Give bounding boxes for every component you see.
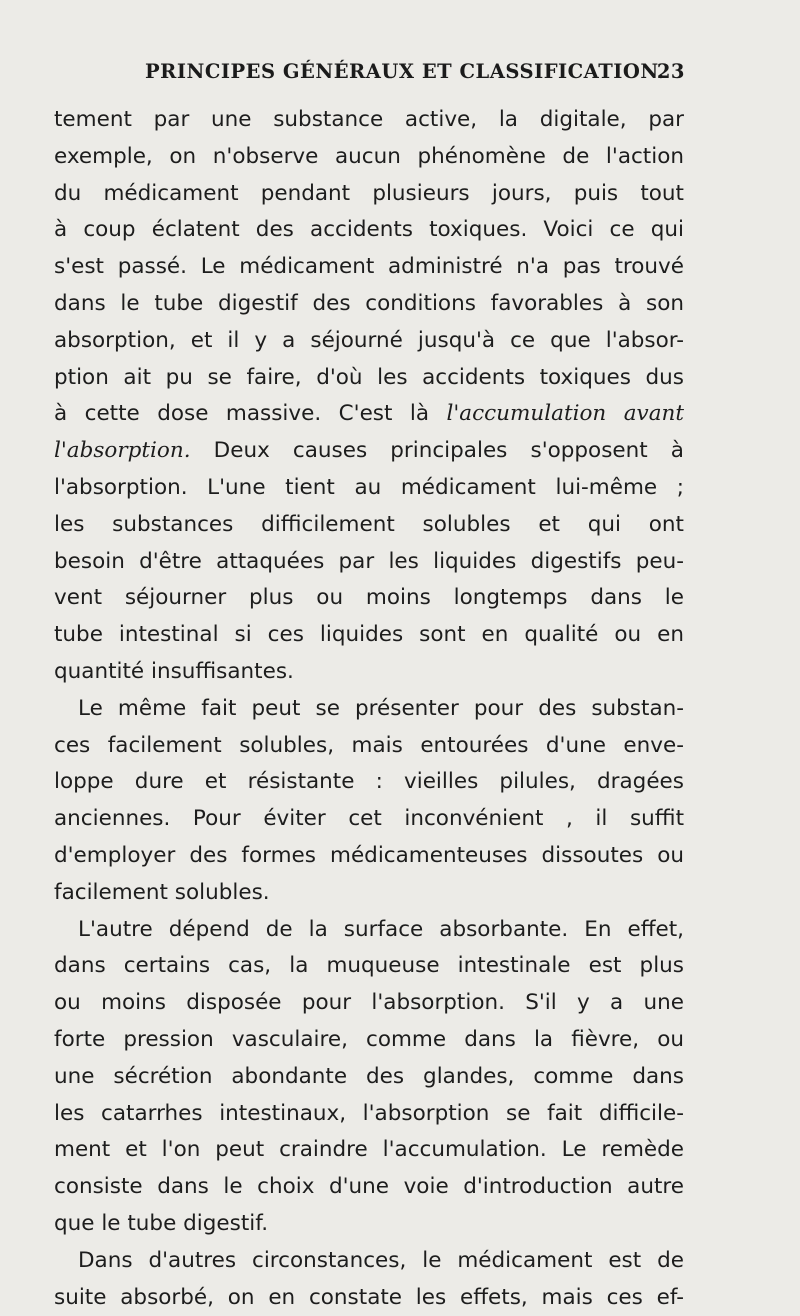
chapter-title: PRINCIPES GÉNÉRAUX ET CLASSIFICATION. <box>145 60 665 83</box>
text-line: exemple, on n'observe aucun phénomène de l'action <box>54 139 684 176</box>
running-head <box>145 60 685 83</box>
text-line: loppe dure et résistante : vieilles pilules, dragées <box>54 764 684 801</box>
text-line: ption ait pu se faire, d'où les accidents toxiques dus <box>54 360 684 397</box>
text-line: vent séjourner plus ou moins longtemps dans le <box>54 580 684 617</box>
text-line: ou moins disposée pour l'absorption. S'il y a une <box>54 985 684 1022</box>
body-text <box>54 102 684 1316</box>
text-line: ces facilement solubles, mais entourées d'une enve- <box>54 728 684 765</box>
text-line: Le même fait peut se présenter pour des substan- <box>54 691 684 728</box>
text-line: quantité insuffisantes. <box>54 654 684 691</box>
text-line: d'employer des formes médicamenteuses dissoutes ou <box>54 838 684 875</box>
text-line: absorption, et il y a séjourné jusqu'à ce que l'absor- <box>54 323 684 360</box>
text-line: s'est passé. Le médicament administré n'a pas trouvé <box>54 249 684 286</box>
text-line: ment et l'on peut craindre l'accumulation. Le remède <box>54 1132 684 1169</box>
text-line: consiste dans le choix d'une voie d'introduction autre <box>54 1169 684 1206</box>
text-line: suite absorbé, on en constate les effets, mais ces ef- <box>54 1280 684 1316</box>
text-line: à coup éclatent des accidents toxiques. Voici ce qui <box>54 212 684 249</box>
text-line: une sécrétion abondante des glandes, comme dans <box>54 1059 684 1096</box>
text-line: du médicament pendant plusieurs jours, puis tout <box>54 176 684 213</box>
page-number: 23 <box>657 60 685 83</box>
text-line: tube intestinal si ces liquides sont en qualité ou en <box>54 617 684 654</box>
italic-term: l'accumulation avant <box>447 401 685 426</box>
text-line: l'absorption. L'une tient au médicament lui-même ; <box>54 470 684 507</box>
text-line <box>54 433 684 470</box>
text-run: Deux causes principales s'opposent à <box>214 438 684 463</box>
text-line: dans le tube digestif des conditions favorables à son <box>54 286 684 323</box>
text-line: tement par une substance active, la digitale, par <box>54 102 684 139</box>
text-run: à cette dose massive. C'est là <box>54 401 429 426</box>
italic-term: l'absorption. <box>54 438 191 463</box>
text-line: les catarrhes intestinaux, l'absorption se fait difficile- <box>54 1096 684 1133</box>
text-line: les substances difficilement solubles et qui ont <box>54 507 684 544</box>
text-line: anciennes. Pour éviter cet inconvénient , il suffit <box>54 801 684 838</box>
text-line: besoin d'être attaquées par les liquides digestifs peu- <box>54 544 684 581</box>
text-line: forte pression vasculaire, comme dans la fièvre, ou <box>54 1022 684 1059</box>
text-line: que le tube digestif. <box>54 1206 684 1243</box>
text-line <box>54 396 684 433</box>
text-line: dans certains cas, la muqueuse intestinale est plus <box>54 948 684 985</box>
text-line: facilement solubles. <box>54 875 684 912</box>
text-line: L'autre dépend de la surface absorbante. En effet, <box>54 912 684 949</box>
text-line: Dans d'autres circonstances, le médicament est de <box>54 1243 684 1280</box>
